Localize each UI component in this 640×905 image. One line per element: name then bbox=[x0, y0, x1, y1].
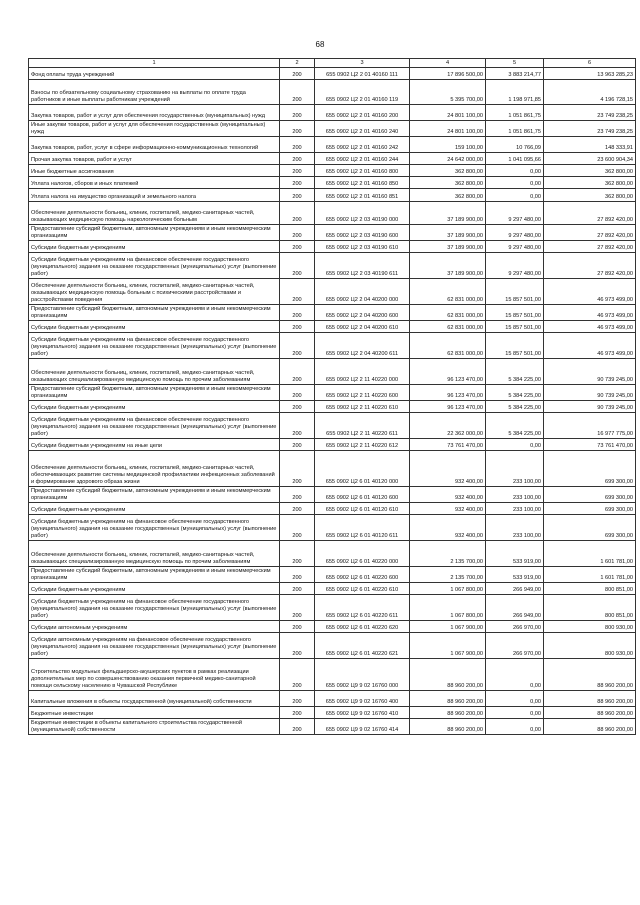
row-name: Предоставление субсидий бюджетным, автономным учреждениям и иным некоммерческим организациям bbox=[29, 225, 280, 241]
row-name: Бюджетные инвестиции bbox=[29, 707, 280, 719]
row-col2: 200 bbox=[280, 503, 315, 515]
row-amount-planned: 62 831 000,00 bbox=[410, 279, 486, 305]
row-col2: 200 bbox=[280, 105, 315, 121]
row-amount-remaining: 148 333,91 bbox=[544, 137, 636, 153]
row-name: Уплата налогов, сборов и иных платежей bbox=[29, 177, 280, 189]
row-amount-planned: 1 067 900,00 bbox=[410, 621, 486, 633]
page-number: 68 bbox=[315, 40, 325, 49]
table-row bbox=[29, 153, 636, 165]
row-amount-remaining: 88 960 200,00 bbox=[544, 691, 636, 707]
row-amount-remaining: 23 749 238,25 bbox=[544, 121, 636, 137]
table-body bbox=[29, 68, 636, 735]
row-amount-planned: 88 960 200,00 bbox=[410, 719, 486, 735]
header-col-6: 6 bbox=[544, 59, 636, 68]
table-row bbox=[29, 279, 636, 305]
row-code: 655 0902 Ц2 6 01 40220 000 bbox=[315, 541, 410, 567]
table-row bbox=[29, 165, 636, 177]
row-col2: 200 bbox=[280, 595, 315, 621]
table-row bbox=[29, 333, 636, 359]
row-amount-executed: 266 970,00 bbox=[486, 621, 544, 633]
row-amount-executed: 0,00 bbox=[486, 691, 544, 707]
row-amount-remaining: 800 851,00 bbox=[544, 583, 636, 595]
row-amount-planned: 362 800,00 bbox=[410, 177, 486, 189]
row-code: 655 0902 Ц2 6 01 40120 000 bbox=[315, 451, 410, 487]
row-amount-remaining: 73 761 470,00 bbox=[544, 439, 636, 451]
row-name: Прочая закупка товаров, работ и услуг bbox=[29, 153, 280, 165]
row-amount-remaining: 4 196 728,15 bbox=[544, 80, 636, 105]
row-code: 655 0902 Ц2 2 01 40160 242 bbox=[315, 137, 410, 153]
row-name: Обеспечение деятельности больниц, клиник, госпиталей, медико-санитарных частей, оказывающих специализированную медицинскую помощь по прочим заболеваниям bbox=[29, 541, 280, 567]
row-amount-planned: 88 960 200,00 bbox=[410, 691, 486, 707]
row-amount-remaining: 23 600 904,34 bbox=[544, 153, 636, 165]
row-amount-planned: 932 400,00 bbox=[410, 451, 486, 487]
row-amount-executed: 0,00 bbox=[486, 719, 544, 735]
row-name: Строительство модульных фельдшерско-акушерских пунктов в рамках реализации дополнительных мер по совершенствованию оказания первичной медико-санитарной помощи сельскому населению в Чувашской Республике bbox=[29, 659, 280, 691]
row-amount-remaining: 800 851,00 bbox=[544, 595, 636, 621]
row-col2: 200 bbox=[280, 202, 315, 225]
row-amount-executed: 10 766,09 bbox=[486, 137, 544, 153]
header-col-1: 1 bbox=[29, 59, 280, 68]
row-amount-executed: 9 297 480,00 bbox=[486, 225, 544, 241]
row-col2: 200 bbox=[280, 321, 315, 333]
row-code: 655 0902 Ц2 2 04 40200 000 bbox=[315, 279, 410, 305]
row-amount-executed: 266 949,00 bbox=[486, 583, 544, 595]
row-amount-executed: 0,00 bbox=[486, 165, 544, 177]
row-amount-executed: 0,00 bbox=[486, 177, 544, 189]
row-amount-planned: 37 189 900,00 bbox=[410, 225, 486, 241]
row-col2: 200 bbox=[280, 583, 315, 595]
row-name: Обеспечение деятельности больниц, клиник, госпиталей, медико-санитарных частей, обеспечивающих развитие системы медицинской профилактики инфекционных заболеваний и формирование здорового образа жизни bbox=[29, 451, 280, 487]
header-col-5: 5 bbox=[486, 59, 544, 68]
row-amount-executed: 0,00 bbox=[486, 707, 544, 719]
row-amount-executed: 9 297 480,00 bbox=[486, 253, 544, 279]
row-code: 655 0902 Ц2 2 11 40220 610 bbox=[315, 401, 410, 413]
row-amount-planned: 5 395 700,00 bbox=[410, 80, 486, 105]
row-amount-remaining: 16 977 775,00 bbox=[544, 413, 636, 439]
row-code: 655 0902 Ц2 2 03 40190 611 bbox=[315, 253, 410, 279]
row-name: Предоставление субсидий бюджетным, автономным учреждениям и иным некоммерческим организациям bbox=[29, 487, 280, 503]
row-amount-remaining: 90 739 245,00 bbox=[544, 359, 636, 385]
row-col2: 200 bbox=[280, 451, 315, 487]
table-row bbox=[29, 202, 636, 225]
row-amount-planned: 24 642 000,00 bbox=[410, 153, 486, 165]
header-col-4: 4 bbox=[410, 59, 486, 68]
row-amount-planned: 62 831 000,00 bbox=[410, 333, 486, 359]
row-amount-remaining: 1 601 781,00 bbox=[544, 567, 636, 583]
row-name: Субсидии бюджетным учреждениям bbox=[29, 503, 280, 515]
row-amount-planned: 96 123 470,00 bbox=[410, 385, 486, 401]
row-amount-executed: 0,00 bbox=[486, 439, 544, 451]
row-amount-executed: 15 857 501,00 bbox=[486, 333, 544, 359]
row-name: Предоставление субсидий бюджетным, автономным учреждениям и иным некоммерческим организациям bbox=[29, 385, 280, 401]
row-code: 655 0902 Ц2 2 04 40200 610 bbox=[315, 321, 410, 333]
row-amount-planned: 37 189 900,00 bbox=[410, 253, 486, 279]
row-name: Обеспечение деятельности больниц, клиник, госпиталей, медико-санитарных частей, оказывающих специализированную медицинскую помощь по прочим заболеваниям bbox=[29, 359, 280, 385]
row-amount-planned: 62 831 000,00 bbox=[410, 305, 486, 321]
row-amount-remaining: 27 892 420,00 bbox=[544, 241, 636, 253]
row-amount-planned: 37 189 900,00 bbox=[410, 241, 486, 253]
row-col2: 200 bbox=[280, 279, 315, 305]
table-row bbox=[29, 177, 636, 189]
row-amount-remaining: 27 892 420,00 bbox=[544, 225, 636, 241]
row-amount-executed: 3 883 214,77 bbox=[486, 68, 544, 80]
row-col2: 200 bbox=[280, 241, 315, 253]
table-row bbox=[29, 137, 636, 153]
row-amount-executed: 0,00 bbox=[486, 659, 544, 691]
row-name: Субсидии бюджетным учреждениям bbox=[29, 401, 280, 413]
table-row bbox=[29, 595, 636, 621]
row-code: 655 0902 Ц2 2 11 40220 611 bbox=[315, 413, 410, 439]
table-row bbox=[29, 691, 636, 707]
row-code: 655 0902 Ц2 2 01 40160 244 bbox=[315, 153, 410, 165]
row-col2: 200 bbox=[280, 621, 315, 633]
row-code: 655 0902 Ц2 6 01 40220 610 bbox=[315, 583, 410, 595]
row-col2: 200 bbox=[280, 121, 315, 137]
row-code: 655 0902 Ц2 6 01 40120 611 bbox=[315, 515, 410, 541]
row-amount-planned: 1 067 800,00 bbox=[410, 595, 486, 621]
row-code: 655 0902 Ц2 2 01 40160 851 bbox=[315, 189, 410, 202]
row-name: Уплата налога на имущество организаций и земельного налога bbox=[29, 189, 280, 202]
table-row bbox=[29, 80, 636, 105]
row-col2: 200 bbox=[280, 439, 315, 451]
row-name: Субсидии бюджетным учреждениям на финансовое обеспечение государственного (муниципального) задания на оказание государственных (муниципальных) услуг (выполнение работ) bbox=[29, 413, 280, 439]
row-name: Субсидии бюджетным учреждениям на иные цели bbox=[29, 439, 280, 451]
header-row bbox=[29, 59, 636, 68]
row-amount-executed: 15 857 501,00 bbox=[486, 305, 544, 321]
row-name: Предоставление субсидий бюджетным, автономным учреждениям и иным некоммерческим организациям bbox=[29, 567, 280, 583]
row-col2: 200 bbox=[280, 333, 315, 359]
row-col2: 200 bbox=[280, 153, 315, 165]
row-amount-executed: 5 384 225,00 bbox=[486, 401, 544, 413]
row-name: Бюджетные инвестиции в объекты капитального строительства государственной (муниципальной) собственности bbox=[29, 719, 280, 735]
row-code: 655 0902 Ц9 9 02 16760 400 bbox=[315, 691, 410, 707]
row-col2: 200 bbox=[280, 413, 315, 439]
row-code: 655 0902 Ц9 9 02 16760 000 bbox=[315, 659, 410, 691]
row-code: 655 0902 Ц2 2 03 40190 610 bbox=[315, 241, 410, 253]
row-amount-executed: 0,00 bbox=[486, 189, 544, 202]
row-amount-executed: 533 919,00 bbox=[486, 541, 544, 567]
row-amount-planned: 96 123 470,00 bbox=[410, 401, 486, 413]
table-row bbox=[29, 707, 636, 719]
table-row bbox=[29, 567, 636, 583]
row-col2: 200 bbox=[280, 515, 315, 541]
row-code: 655 0902 Ц2 6 01 40220 620 bbox=[315, 621, 410, 633]
row-amount-executed: 9 297 480,00 bbox=[486, 241, 544, 253]
row-amount-remaining: 1 601 781,00 bbox=[544, 541, 636, 567]
table-row bbox=[29, 487, 636, 503]
table-row bbox=[29, 439, 636, 451]
row-amount-planned: 88 960 200,00 bbox=[410, 659, 486, 691]
row-amount-planned: 1 067 800,00 bbox=[410, 583, 486, 595]
row-code: 655 0902 Ц2 2 03 40190 600 bbox=[315, 225, 410, 241]
row-amount-remaining: 88 960 200,00 bbox=[544, 719, 636, 735]
row-code: 655 0902 Ц9 9 02 16760 410 bbox=[315, 707, 410, 719]
row-name: Предоставление субсидий бюджетным, автономным учреждениям и иным некоммерческим организациям bbox=[29, 305, 280, 321]
row-amount-planned: 24 801 100,00 bbox=[410, 105, 486, 121]
table-row bbox=[29, 621, 636, 633]
row-amount-planned: 17 896 500,00 bbox=[410, 68, 486, 80]
row-amount-remaining: 27 892 420,00 bbox=[544, 253, 636, 279]
row-col2: 200 bbox=[280, 567, 315, 583]
row-col2: 200 bbox=[280, 137, 315, 153]
row-amount-remaining: 13 963 285,23 bbox=[544, 68, 636, 80]
row-code: 655 0902 Ц2 2 04 40200 611 bbox=[315, 333, 410, 359]
row-amount-executed: 1 051 861,75 bbox=[486, 121, 544, 137]
row-code: 655 0902 Ц2 6 01 40120 600 bbox=[315, 487, 410, 503]
row-amount-remaining: 46 973 499,00 bbox=[544, 279, 636, 305]
row-col2: 200 bbox=[280, 305, 315, 321]
row-name: Взносы по обязательному социальному страхованию на выплаты по оплате труда работников и иные выплаты работникам учреждений bbox=[29, 80, 280, 105]
row-amount-executed: 233 100,00 bbox=[486, 503, 544, 515]
row-amount-executed: 233 100,00 bbox=[486, 451, 544, 487]
row-name: Субсидии автономным учреждениям на финансовое обеспечение государственного (муниципального) задания на оказание государственных (муниципальных) услуг (выполнение работ) bbox=[29, 633, 280, 659]
row-amount-remaining: 27 892 420,00 bbox=[544, 202, 636, 225]
row-amount-planned: 932 400,00 bbox=[410, 487, 486, 503]
row-col2: 200 bbox=[280, 691, 315, 707]
row-amount-planned: 37 189 900,00 bbox=[410, 202, 486, 225]
row-amount-remaining: 699 300,00 bbox=[544, 451, 636, 487]
row-name: Обеспечение деятельности больниц, клиник, госпиталей, медико-санитарных частей, оказывающих медицинскую помощь наркологическим больным bbox=[29, 202, 280, 225]
row-amount-remaining: 88 960 200,00 bbox=[544, 707, 636, 719]
header-col-3: 3 bbox=[315, 59, 410, 68]
row-amount-executed: 533 919,00 bbox=[486, 567, 544, 583]
row-name: Субсидии бюджетным учреждениям на финансовое обеспечение государственного (муниципального) задания на оказание государственных (муниципальных) услуг (выполнение работ) bbox=[29, 515, 280, 541]
row-code: 655 0902 Ц2 2 01 40160 850 bbox=[315, 177, 410, 189]
row-col2: 200 bbox=[280, 659, 315, 691]
row-amount-executed: 5 384 225,00 bbox=[486, 385, 544, 401]
row-col2: 200 bbox=[280, 189, 315, 202]
row-col2: 200 bbox=[280, 401, 315, 413]
row-name: Субсидии бюджетным учреждениям на финансовое обеспечение государственного (муниципального) задания на оказание государственных (муниципальных) услуг (выполнение работ) bbox=[29, 595, 280, 621]
row-amount-executed: 9 297 480,00 bbox=[486, 202, 544, 225]
row-amount-planned: 88 960 200,00 bbox=[410, 707, 486, 719]
row-amount-planned: 932 400,00 bbox=[410, 515, 486, 541]
row-amount-planned: 159 100,00 bbox=[410, 137, 486, 153]
row-name: Закупка товаров, работ, услуг в сфере информационно-коммуникационных технологий bbox=[29, 137, 280, 153]
row-amount-executed: 233 100,00 bbox=[486, 487, 544, 503]
row-name: Закупка товаров, работ и услуг для обеспечения государственных (муниципальных) нужд bbox=[29, 105, 280, 121]
row-code: 655 0902 Ц2 2 11 40220 600 bbox=[315, 385, 410, 401]
table-row bbox=[29, 401, 636, 413]
row-name: Фонд оплаты труда учреждений bbox=[29, 68, 280, 80]
row-amount-executed: 15 857 501,00 bbox=[486, 321, 544, 333]
row-code: 655 0902 Ц2 2 01 40160 111 bbox=[315, 68, 410, 80]
table-row bbox=[29, 121, 636, 137]
row-amount-executed: 266 949,00 bbox=[486, 595, 544, 621]
row-amount-executed: 15 857 501,00 bbox=[486, 279, 544, 305]
table-row bbox=[29, 189, 636, 202]
row-name: Иные закупки товаров, работ и услуг для обеспечения государственных (муниципальных) нужд bbox=[29, 121, 280, 137]
row-amount-planned: 2 135 700,00 bbox=[410, 567, 486, 583]
row-col2: 200 bbox=[280, 633, 315, 659]
header-col-2: 2 bbox=[280, 59, 315, 68]
row-col2: 200 bbox=[280, 68, 315, 80]
table-row bbox=[29, 515, 636, 541]
row-amount-remaining: 46 973 499,00 bbox=[544, 333, 636, 359]
row-code: 655 0902 Ц2 2 04 40200 600 bbox=[315, 305, 410, 321]
table-row bbox=[29, 225, 636, 241]
table-row bbox=[29, 385, 636, 401]
row-amount-remaining: 90 739 245,00 bbox=[544, 401, 636, 413]
row-code: 655 0902 Ц2 2 01 40160 800 bbox=[315, 165, 410, 177]
row-name: Субсидии бюджетным учреждениям bbox=[29, 321, 280, 333]
row-col2: 200 bbox=[280, 177, 315, 189]
table-row bbox=[29, 68, 636, 80]
row-col2: 200 bbox=[280, 385, 315, 401]
table-row bbox=[29, 503, 636, 515]
row-amount-remaining: 90 739 245,00 bbox=[544, 385, 636, 401]
row-amount-remaining: 46 973 499,00 bbox=[544, 305, 636, 321]
table-row bbox=[29, 659, 636, 691]
row-code: 655 0902 Ц2 2 11 40220 000 bbox=[315, 359, 410, 385]
row-amount-remaining: 362 800,00 bbox=[544, 165, 636, 177]
table-row bbox=[29, 451, 636, 487]
row-amount-planned: 932 400,00 bbox=[410, 503, 486, 515]
table-row bbox=[29, 541, 636, 567]
row-amount-executed: 5 384 225,00 bbox=[486, 413, 544, 439]
row-col2: 200 bbox=[280, 253, 315, 279]
row-code: 655 0902 Ц2 2 11 40220 612 bbox=[315, 439, 410, 451]
table-row bbox=[29, 359, 636, 385]
row-amount-executed: 1 198 971,85 bbox=[486, 80, 544, 105]
row-code: 655 0902 Ц2 6 01 40120 610 bbox=[315, 503, 410, 515]
row-amount-remaining: 800 930,00 bbox=[544, 633, 636, 659]
table-row bbox=[29, 105, 636, 121]
row-amount-planned: 62 831 000,00 bbox=[410, 321, 486, 333]
row-code: 655 0902 Ц2 2 01 40160 240 bbox=[315, 121, 410, 137]
row-name: Субсидии бюджетным учреждениям bbox=[29, 583, 280, 595]
row-amount-planned: 73 761 470,00 bbox=[410, 439, 486, 451]
row-amount-planned: 24 801 100,00 bbox=[410, 121, 486, 137]
row-amount-planned: 362 800,00 bbox=[410, 165, 486, 177]
row-amount-remaining: 699 300,00 bbox=[544, 487, 636, 503]
row-name: Субсидии автономным учреждениям bbox=[29, 621, 280, 633]
row-amount-executed: 233 100,00 bbox=[486, 515, 544, 541]
row-amount-remaining: 46 973 499,00 bbox=[544, 321, 636, 333]
row-amount-remaining: 362 800,00 bbox=[544, 189, 636, 202]
row-name: Субсидии бюджетным учреждениям на финансовое обеспечение государственного (муниципального) задания на оказание государственных (муниципальных) услуг (выполнение работ) bbox=[29, 253, 280, 279]
row-amount-planned: 22 362 000,00 bbox=[410, 413, 486, 439]
row-name: Субсидии бюджетным учреждениям на финансовое обеспечение государственного (муниципального) задания на оказание государственных (муниципальных) услуг (выполнение работ) bbox=[29, 333, 280, 359]
row-amount-planned: 362 800,00 bbox=[410, 189, 486, 202]
table-row bbox=[29, 305, 636, 321]
row-amount-executed: 1 051 861,75 bbox=[486, 105, 544, 121]
row-name: Капитальные вложения в объекты государственной (муниципальной) собственности bbox=[29, 691, 280, 707]
budget-table bbox=[28, 58, 636, 735]
row-amount-executed: 266 970,00 bbox=[486, 633, 544, 659]
row-name: Обеспечение деятельности больниц, клиник, госпиталей, медико-санитарных частей, оказывающих медицинскую помощь больным с психическими расстройствами и расстройствами поведения bbox=[29, 279, 280, 305]
row-code: 655 0902 Ц2 2 03 40190 000 bbox=[315, 202, 410, 225]
row-col2: 200 bbox=[280, 719, 315, 735]
row-col2: 200 bbox=[280, 80, 315, 105]
row-amount-remaining: 699 300,00 bbox=[544, 515, 636, 541]
row-amount-remaining: 699 300,00 bbox=[544, 503, 636, 515]
row-col2: 200 bbox=[280, 225, 315, 241]
row-name: Иные бюджетные ассигнования bbox=[29, 165, 280, 177]
row-name: Субсидии бюджетным учреждениям bbox=[29, 241, 280, 253]
row-code: 655 0902 Ц2 2 01 40160 200 bbox=[315, 105, 410, 121]
table-row bbox=[29, 413, 636, 439]
row-code: 655 0902 Ц2 2 01 40160 119 bbox=[315, 80, 410, 105]
row-amount-remaining: 362 800,00 bbox=[544, 177, 636, 189]
row-amount-remaining: 88 960 200,00 bbox=[544, 659, 636, 691]
row-amount-planned: 1 067 900,00 bbox=[410, 633, 486, 659]
row-amount-executed: 5 384 225,00 bbox=[486, 359, 544, 385]
row-col2: 200 bbox=[280, 165, 315, 177]
row-code: 655 0902 Ц9 9 02 16760 414 bbox=[315, 719, 410, 735]
row-col2: 200 bbox=[280, 707, 315, 719]
row-col2: 200 bbox=[280, 541, 315, 567]
table-row bbox=[29, 583, 636, 595]
table-row bbox=[29, 321, 636, 333]
row-amount-planned: 2 135 700,00 bbox=[410, 541, 486, 567]
table-row bbox=[29, 719, 636, 735]
table-row bbox=[29, 241, 636, 253]
row-amount-executed: 1 041 095,66 bbox=[486, 153, 544, 165]
row-col2: 200 bbox=[280, 487, 315, 503]
row-amount-remaining: 800 930,00 bbox=[544, 621, 636, 633]
table-row bbox=[29, 633, 636, 659]
row-amount-remaining: 23 749 238,25 bbox=[544, 105, 636, 121]
row-amount-planned: 96 123 470,00 bbox=[410, 359, 486, 385]
row-code: 655 0902 Ц2 6 01 40220 621 bbox=[315, 633, 410, 659]
row-code: 655 0902 Ц2 6 01 40220 600 bbox=[315, 567, 410, 583]
row-code: 655 0902 Ц2 6 01 40220 611 bbox=[315, 595, 410, 621]
row-col2: 200 bbox=[280, 359, 315, 385]
table-row bbox=[29, 253, 636, 279]
